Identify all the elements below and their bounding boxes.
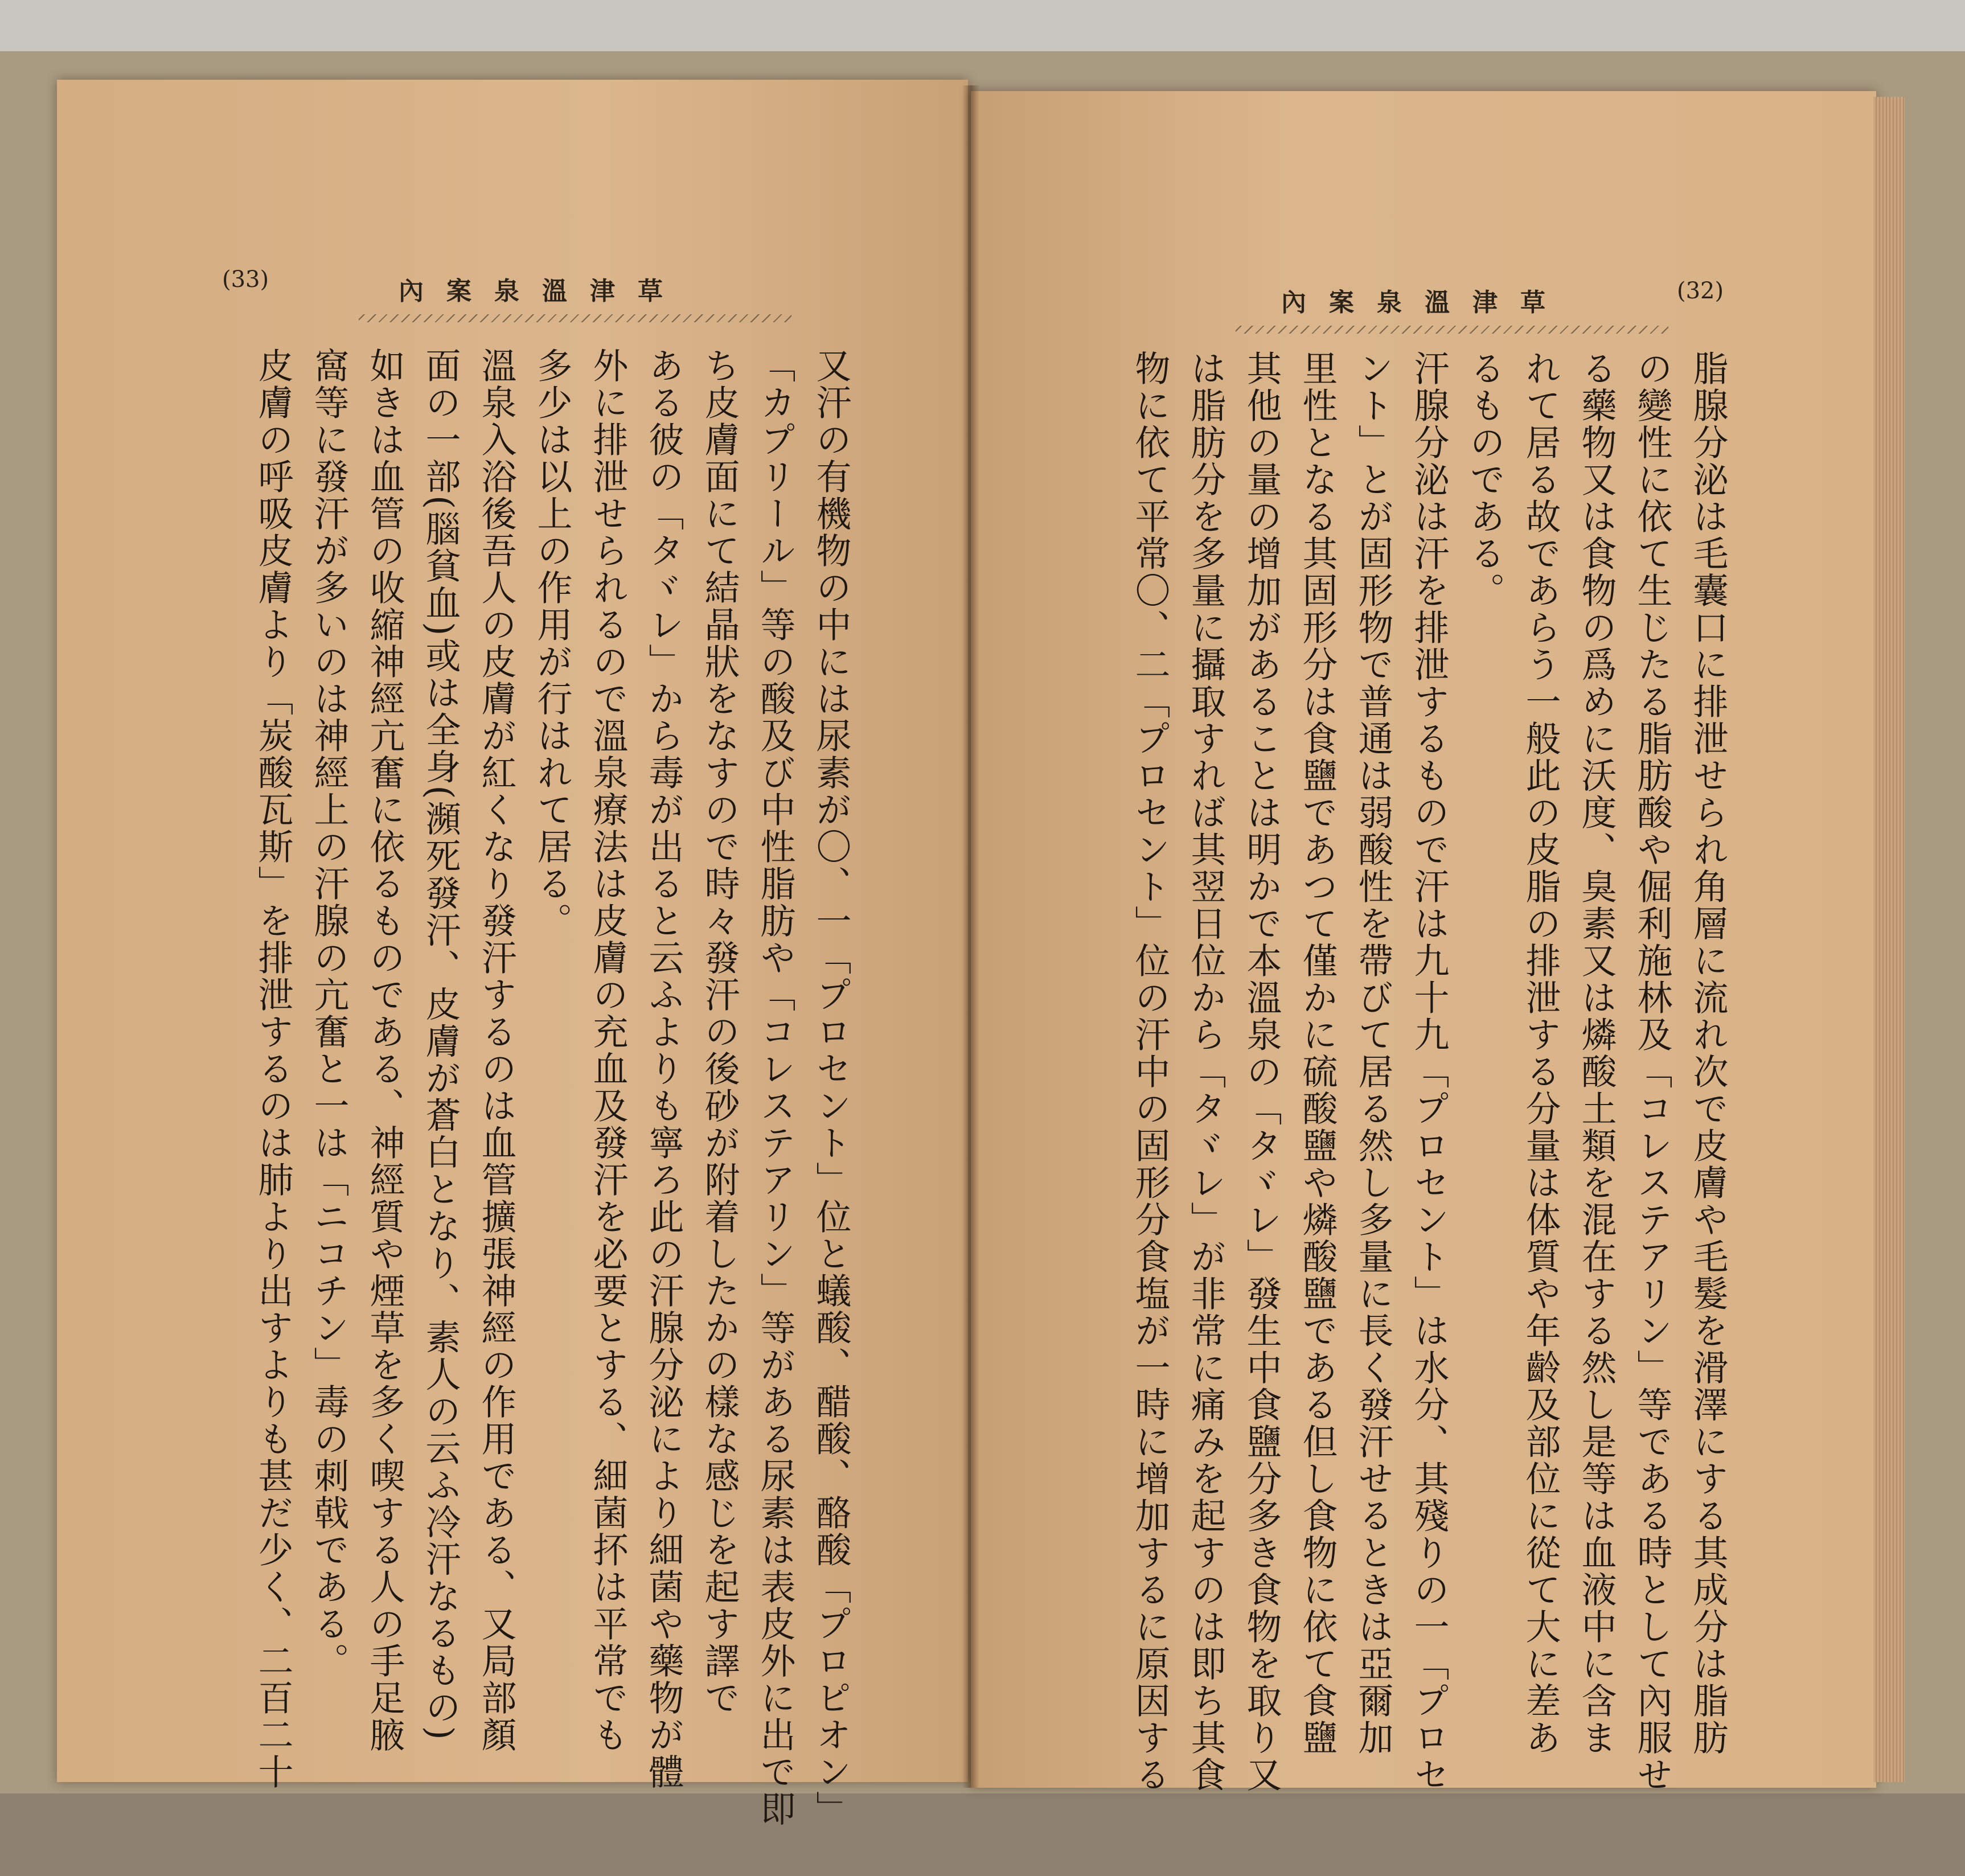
right-col-10: は脂肪分を多量に攝取すれば其翌日位から「タヾレ」が非常に痛みを起すのは即ち其食 <box>1185 350 1226 1793</box>
left-col-2: 「カプリール」等の酸及び中性脂肪や「コレステアリン」等がある尿素は表皮外に出で即 <box>754 347 796 1828</box>
left-col-8: 面の一部(腦貧血)或は全身(瀕死發汗、皮膚が蒼白となり、素人の云ふ冷汗なるもの) <box>420 347 461 1742</box>
right-col-2: の變性に依て生じたる脂肪酸や倔利施林及「コレステアリン」等である時として內服せ <box>1631 350 1673 1793</box>
board-bottom-shadow <box>0 1793 1965 1876</box>
right-col-9: 其他の量の增加があることは明かで本溫泉の「タヾレ」發生中食鹽分多き食物を取り又 <box>1241 350 1282 1793</box>
left-col-7: 溫泉入浴後吾人の皮膚が紅くなり發汗するのは血管擴張神經の作用である、又局部顏 <box>475 347 517 1754</box>
right-header-rule <box>1236 326 1668 334</box>
left-col-5: 外に排泄せられるので溫泉療法は皮膚の充血及發汗を必要とする、細菌抔は平常でも <box>587 347 629 1754</box>
left-col-3: ち皮膚面にて結晶狀をなすので時々發汗の後砂が附着したかの樣な感じを起す譯で <box>699 347 740 1717</box>
left-col-11: 皮膚の呼吸皮膚より「炭酸瓦斯」を排泄するのは肺より出すよりも甚だ少く、二百二十 <box>252 347 294 1791</box>
left-col-9: 如きは血管の收縮神經亢奮に依るものである、神經質や煙草を多く喫する人の手足腋 <box>364 347 405 1754</box>
left-col-4: ある彼の「タヾレ」から毒が出ると云ふよりも寧ろ此の汗腺分泌により細菌や藥物が體 <box>643 347 684 1791</box>
left-page-number: (33) <box>222 266 269 293</box>
left-running-title: 內案泉溫津草 <box>399 277 686 306</box>
background-wall <box>0 0 1965 51</box>
right-col-11: 物に依て平常〇、二「プロセント」位の汗中の固形分食塩が一時に增加するに原因する <box>1129 350 1171 1793</box>
right-col-5: るものである。 <box>1464 350 1505 609</box>
left-col-10: 窩等に發汗が多いのは神經上の汗腺の亢奮と一は「ニコチン」毒の刺戟である。 <box>308 347 350 1680</box>
right-col-7: ント」とが固形物で普通は弱酸性を帶びて居る然し多量に長く發汗せるときは亞爾加 <box>1352 350 1394 1756</box>
left-col-1: 又汗の有機物の中には尿素が〇、一「プロセント」位と蟻酸、醋酸、酪酸「プロピオン」 <box>810 347 852 1828</box>
left-col-6: 多少は以上の作用が行はれて居る。 <box>531 347 573 939</box>
page-stack-edge <box>1873 97 1905 1782</box>
right-col-1: 脂腺分泌は毛囊口に排泄せられ角層に流れ次で皮膚や毛髮を滑澤にする其成分は脂肪 <box>1687 350 1729 1756</box>
right-col-6: 汗腺分泌は汗を排泄するもので汗は九十九「プロセント」は水分、其殘りの一「プロセ <box>1408 350 1450 1793</box>
right-col-8: 里性となる其固形分は食鹽であつて僅かに硫酸鹽や燐酸鹽である但し食物に依て食鹽 <box>1297 350 1338 1756</box>
right-page-number: (32) <box>1677 278 1724 304</box>
right-col-4: れて居る故であらう一般此の皮脂の排泄する分量は体質や年齡及部位に從て大に差あ <box>1520 350 1561 1756</box>
left-page <box>57 80 968 1828</box>
left-header-rule <box>359 314 791 322</box>
right-col-3: る藥物又は食物の爲めに沃度、臭素又は燐酸土類を混在する然し是等は血液中に含ま <box>1576 350 1617 1756</box>
book-gutter <box>962 85 979 1788</box>
right-page <box>971 91 1876 1793</box>
right-running-title: 內案泉溫津草 <box>1281 288 1568 317</box>
